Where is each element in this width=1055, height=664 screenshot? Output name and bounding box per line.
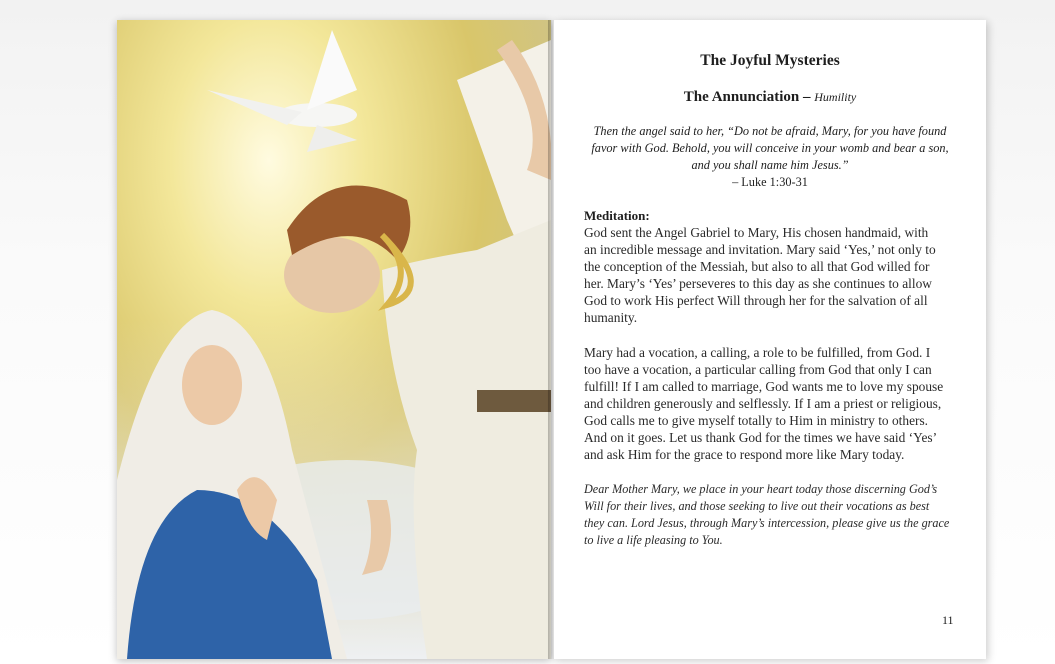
page-title: The Joyful Mysteries (700, 52, 840, 69)
text-page (553, 20, 986, 659)
prayer-line: Will for their lives, and those seeking to live out their vocations as best (584, 499, 930, 513)
mystery-subtitle (554, 89, 986, 106)
paragraph-line: and ask Him for the grace to respond more like Mary today. (584, 447, 905, 462)
paragraph-line: and children generously and selflessly. If I am a priest or religious, (584, 396, 942, 411)
paragraph-line: And on it goes. Let us thank God for the times we have said ‘Yes’ (584, 430, 938, 445)
paragraph-line: God to work His perfect Will through her for the salvation of all (584, 293, 928, 308)
prayer-line: to live a life pleasing to You. (584, 533, 723, 547)
illustration-page (117, 20, 551, 659)
paragraph-line: God sent the Angel Gabriel to Mary, His chosen handmaid, with (584, 225, 929, 240)
scripture-quote-line: favor with God. Behold, you will conceive in your womb and bear a son, (591, 141, 949, 155)
paragraph-line: an incredible message and invitation. Mary said ‘Yes,’ not only to (584, 242, 936, 257)
scripture-quote-line: Then the angel said to her, “Do not be afraid, Mary, for you have found (593, 124, 947, 138)
page-number: 11 (942, 613, 954, 627)
meditation-heading: Meditation: (584, 208, 650, 223)
mystery-name: The Annunciation (683, 89, 800, 105)
annunciation-illustration (117, 20, 551, 659)
mystery-virtue: Humility (814, 90, 857, 104)
paragraph-line: God calls me to give myself totally to Him in ministry to others. (584, 413, 929, 428)
paragraph-line: humanity. (584, 310, 638, 325)
paragraph-line: the conception of the Messiah, but also to all that God willed for (584, 259, 930, 274)
paragraph-line: her. Mary’s ‘Yes’ perseveres to this day as she continues to allow (584, 276, 932, 291)
scripture-quote-line: and you shall name him Jesus.” (691, 158, 849, 172)
paragraph-line: Mary had a vocation, a calling, a role to be fulfilled, from God. I (584, 345, 931, 360)
paragraph-line: too have a vocation, a particular calling from God that only I can (584, 362, 932, 377)
subtitle-separator: – (799, 89, 815, 105)
prayer-line: Dear Mother Mary, we place in your heart today those discerning God’s (584, 482, 938, 496)
paragraph-line: fulfill! If I am called to marriage, God wants me to love my spouse (584, 379, 944, 394)
prayer-line: they can. Lord Jesus, through Mary’s intercession, please give us the grace (584, 516, 950, 530)
scripture-reference: – Luke 1:30-31 (732, 175, 808, 189)
